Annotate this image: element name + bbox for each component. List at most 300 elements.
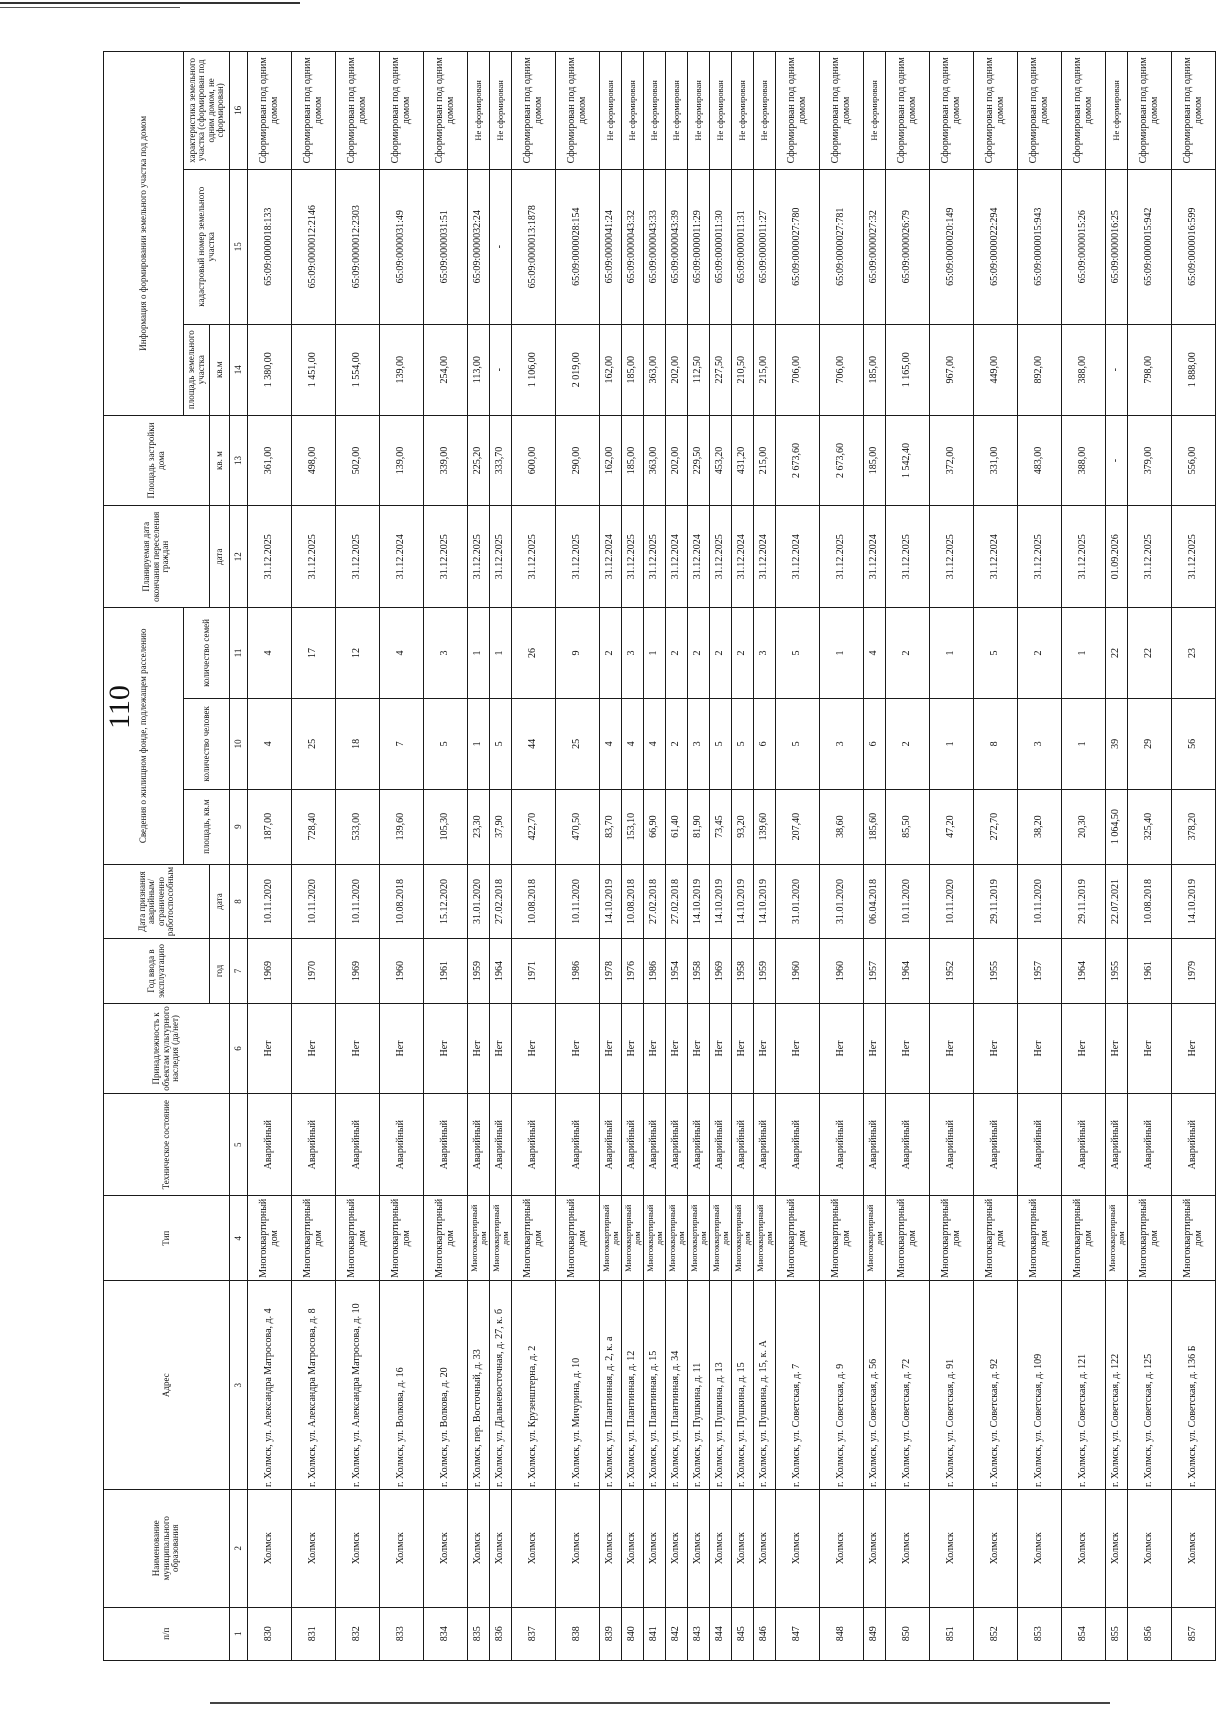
cell-area: 85,50 <box>886 789 930 864</box>
header-date: дата <box>210 864 230 939</box>
cell-tech-state: Аварийный <box>1172 1094 1216 1196</box>
cell-municipality: Холмск <box>710 1489 732 1607</box>
cell-type: Многоквартирный дом <box>248 1195 292 1281</box>
cell-plan-date: 31.12.2025 <box>1172 506 1216 608</box>
cell-year: 1976 <box>622 939 644 1003</box>
cell-emergency-date: 14.10.2019 <box>688 864 710 939</box>
cell-cultural: Нет <box>710 1003 732 1094</box>
cell-num: 830 <box>248 1607 292 1660</box>
cell-land-characteristic: Не сформирован <box>710 52 732 170</box>
cell-families: 26 <box>512 608 556 699</box>
cell-num: 857 <box>1172 1607 1216 1660</box>
header-type: Тип <box>104 1195 230 1281</box>
cell-built-area: 2 673,60 <box>820 415 864 506</box>
cell-address: г. Холмск, ул. Крузенштерна, д. 2 <box>512 1281 556 1489</box>
header-address: Адрес <box>104 1281 230 1489</box>
cell-emergency-date: 31.01.2020 <box>776 864 820 939</box>
cell-address: г. Холмск, ул. Советская, д. 109 <box>1018 1281 1062 1489</box>
cell-plan-date: 31.12.2025 <box>1018 506 1062 608</box>
cell-families: 2 <box>886 608 930 699</box>
cell-built-area: 290,00 <box>556 415 600 506</box>
cell-address: г. Холмск, ул. Пушкина, д. 11 <box>688 1281 710 1489</box>
cell-num: 852 <box>974 1607 1018 1660</box>
cell-address: г. Холмск, ул. Советская, д. 72 <box>886 1281 930 1489</box>
table-row <box>468 52 490 1661</box>
cell-address: г. Холмск, ул. Плантинная, д. 12 <box>622 1281 644 1489</box>
cell-area: 66,90 <box>644 789 666 864</box>
cell-tech-state: Аварийный <box>468 1094 490 1196</box>
cell-year: 1957 <box>1018 939 1062 1003</box>
cell-emergency-date: 27.02.2018 <box>666 864 688 939</box>
cell-families: 22 <box>1128 608 1172 699</box>
cell-municipality: Холмск <box>1106 1489 1128 1607</box>
cell-emergency-date: 14.10.2019 <box>710 864 732 939</box>
cell-year: 1986 <box>644 939 666 1003</box>
cell-built-area: 388,00 <box>1062 415 1106 506</box>
cell-land-characteristic: Не сформирован <box>644 52 666 170</box>
cell-area: 37,90 <box>490 789 512 864</box>
cell-cadastral: 65:09:0000015:26 <box>1062 169 1106 324</box>
cell-year: 1986 <box>556 939 600 1003</box>
cell-type: Многоквартирный дом <box>424 1195 468 1281</box>
cell-type: Многоквартирный дом <box>490 1195 512 1281</box>
cell-built-area: 333,70 <box>490 415 512 506</box>
cell-land-area: 1 106,00 <box>512 324 556 415</box>
cell-land-area: - <box>1106 324 1128 415</box>
cell-cultural: Нет <box>864 1003 886 1094</box>
cell-cadastral: 65:09:0000020:149 <box>930 169 974 324</box>
cell-families: 2 <box>666 608 688 699</box>
table-row <box>1128 52 1172 1661</box>
cell-plan-date: 31.12.2024 <box>666 506 688 608</box>
cell-year: 1955 <box>974 939 1018 1003</box>
cell-emergency-date: 10.08.2018 <box>380 864 424 939</box>
header-year-group: Год ввода в эксплуатацию <box>104 939 210 1003</box>
cell-plan-date: 31.12.2025 <box>710 506 732 608</box>
cell-cultural: Нет <box>1172 1003 1216 1094</box>
cell-year: 1960 <box>776 939 820 1003</box>
cell-plan-date: 31.12.2025 <box>556 506 600 608</box>
cell-plan-date: 31.12.2024 <box>688 506 710 608</box>
cell-year: 1964 <box>1062 939 1106 1003</box>
cell-cadastral: 65:09:0000011:30 <box>710 169 732 324</box>
cell-cadastral: 65:09:0000027:781 <box>820 169 864 324</box>
cell-plan-date: 01.09.2026 <box>1106 506 1128 608</box>
cell-type: Многоквартирный дом <box>732 1195 754 1281</box>
cell-cadastral: 65:09:0000043:32 <box>622 169 644 324</box>
cell-people: 2 <box>666 698 688 789</box>
cell-cultural: Нет <box>820 1003 864 1094</box>
cell-built-area: 363,00 <box>644 415 666 506</box>
cell-built-area: 162,00 <box>600 415 622 506</box>
cell-type: Многоквартирный дом <box>820 1195 864 1281</box>
cell-land-characteristic: Сформирован под одним домом <box>1128 52 1172 170</box>
cell-plan-date: 31.12.2025 <box>886 506 930 608</box>
cell-municipality: Холмск <box>600 1489 622 1607</box>
cell-address: г. Холмск, ул. Плантинная, д. 34 <box>666 1281 688 1489</box>
cell-people: 1 <box>1062 698 1106 789</box>
table-row <box>886 52 930 1661</box>
cell-num: 850 <box>886 1607 930 1660</box>
cell-land-characteristic: Не сформирован <box>754 52 776 170</box>
cell-cultural: Нет <box>732 1003 754 1094</box>
cell-families: 2 <box>688 608 710 699</box>
cell-type: Многоквартирный дом <box>754 1195 776 1281</box>
cell-num: 846 <box>754 1607 776 1660</box>
cell-families: 1 <box>644 608 666 699</box>
cell-area: 207,40 <box>776 789 820 864</box>
cell-land-area: 388,00 <box>1062 324 1106 415</box>
header-housing-group: Сведения о жилищном фонде, подлежащем расселению <box>104 608 184 865</box>
cell-cadastral: 65:09:0000026:79 <box>886 169 930 324</box>
cell-num: 834 <box>424 1607 468 1660</box>
cell-tech-state: Аварийный <box>688 1094 710 1196</box>
cell-cultural: Нет <box>468 1003 490 1094</box>
cell-cadastral: 65:09:0000012:2303 <box>336 169 380 324</box>
cell-land-area: 1 888,00 <box>1172 324 1216 415</box>
cell-land-characteristic: Сформирован под одним домом <box>380 52 424 170</box>
cell-emergency-date: 10.08.2018 <box>512 864 556 939</box>
cell-plan-date: 31.12.2025 <box>644 506 666 608</box>
cell-built-area: 2 673,60 <box>776 415 820 506</box>
cell-emergency-date: 14.10.2019 <box>732 864 754 939</box>
header-cadastral: кадастровый номер земельного участка <box>184 169 230 324</box>
cell-emergency-date: 31.01.2020 <box>820 864 864 939</box>
cell-num: 837 <box>512 1607 556 1660</box>
cell-address: г. Холмск, ул. Александра Матросова, д. 4 <box>248 1281 292 1489</box>
cell-num: 856 <box>1128 1607 1172 1660</box>
cell-cadastral: 65:09:0000015:943 <box>1018 169 1062 324</box>
page-number: 110 <box>103 685 136 729</box>
cell-emergency-date: 27.02.2018 <box>490 864 512 939</box>
cell-address: г. Холмск, ул. Пушкина, д. 13 <box>710 1281 732 1489</box>
column-number-cell: 7 <box>230 939 248 1003</box>
cell-plan-date: 31.12.2024 <box>754 506 776 608</box>
cell-type: Многоквартирный дом <box>886 1195 930 1281</box>
cell-built-area: 483,00 <box>1018 415 1062 506</box>
cell-tech-state: Аварийный <box>644 1094 666 1196</box>
cell-cultural: Нет <box>1062 1003 1106 1094</box>
cell-land-area: 139,00 <box>380 324 424 415</box>
cell-plan-date: 31.12.2025 <box>930 506 974 608</box>
cell-people: 18 <box>336 698 380 789</box>
cell-address: г. Холмск, ул. Советская, д. 56 <box>864 1281 886 1489</box>
cell-cultural: Нет <box>1106 1003 1128 1094</box>
cell-tech-state: Аварийный <box>710 1094 732 1196</box>
header-built-area-unit: кв. м <box>210 415 230 506</box>
cell-address: г. Холмск, ул. Плантинная, д. 2, к. а <box>600 1281 622 1489</box>
cell-plan-date: 31.12.2025 <box>292 506 336 608</box>
table-row <box>1106 52 1128 1661</box>
cell-land-area: 210,50 <box>732 324 754 415</box>
cell-type: Многоквартирный дом <box>1062 1195 1106 1281</box>
cell-year: 1979 <box>1172 939 1216 1003</box>
cell-plan-date: 31.12.2024 <box>864 506 886 608</box>
cell-people: 1 <box>468 698 490 789</box>
header-emergency-date-group: Дата признания аварийным/ограниченно работоспособным <box>104 864 210 939</box>
cell-built-area: 498,00 <box>292 415 336 506</box>
cell-address: г. Холмск, ул. Советская, д. 9 <box>820 1281 864 1489</box>
cell-num: 847 <box>776 1607 820 1660</box>
cell-address: г. Холмск, ул. Советская, д. 7 <box>776 1281 820 1489</box>
cell-cadastral: 65:09:0000028:154 <box>556 169 600 324</box>
cell-families: 2 <box>710 608 732 699</box>
cell-people: 44 <box>512 698 556 789</box>
cell-plan-date: 31.12.2025 <box>468 506 490 608</box>
cell-built-area: 600,00 <box>512 415 556 506</box>
cell-address: г. Холмск, пер. Восточный, д. 33 <box>468 1281 490 1489</box>
header-municipality: Наименование муниципального образования <box>104 1489 230 1607</box>
cell-tech-state: Аварийный <box>886 1094 930 1196</box>
cell-municipality: Холмск <box>732 1489 754 1607</box>
header-num: п/п <box>104 1607 230 1660</box>
cell-area: 93,20 <box>732 789 754 864</box>
header-land-characteristic: характеристика земельного участка (сформирован под одним домом, не сформирован) <box>184 52 230 170</box>
table-body <box>248 52 1216 1661</box>
cell-people: 56 <box>1172 698 1216 789</box>
cell-area: 139,60 <box>380 789 424 864</box>
cell-address: г. Холмск, ул. Дальневосточная, д. 27, к. б <box>490 1281 512 1489</box>
cell-address: г. Холмск, ул. Советская, д. 92 <box>974 1281 1018 1489</box>
cell-cultural: Нет <box>1128 1003 1172 1094</box>
cell-type: Многоквартирный дом <box>688 1195 710 1281</box>
cell-address: г. Холмск, ул. Александра Матросова, д. 10 <box>336 1281 380 1489</box>
cell-land-characteristic: Не сформирован <box>1106 52 1128 170</box>
cell-type: Многоквартирный дом <box>1018 1195 1062 1281</box>
cell-land-area: 798,00 <box>1128 324 1172 415</box>
cell-area: 83,70 <box>600 789 622 864</box>
cell-area: 470,50 <box>556 789 600 864</box>
column-number-cell: 12 <box>230 506 248 608</box>
cell-families: 12 <box>336 608 380 699</box>
header-year: год <box>210 939 230 1003</box>
cell-area: 187,00 <box>248 789 292 864</box>
cell-municipality: Холмск <box>1128 1489 1172 1607</box>
table-row <box>644 52 666 1661</box>
cell-emergency-date: 10.11.2020 <box>886 864 930 939</box>
cell-built-area: 202,00 <box>666 415 688 506</box>
cell-num: 832 <box>336 1607 380 1660</box>
cell-land-characteristic: Сформирован под одним домом <box>820 52 864 170</box>
cell-families: 4 <box>864 608 886 699</box>
cell-address: г. Холмск, ул. Советская, д. 122 <box>1106 1281 1128 1489</box>
cell-families: 2 <box>1018 608 1062 699</box>
cell-num: 838 <box>556 1607 600 1660</box>
cell-land-area: 363,00 <box>644 324 666 415</box>
cell-num: 843 <box>688 1607 710 1660</box>
cell-land-area: 185,00 <box>622 324 644 415</box>
cell-area: 105,30 <box>424 789 468 864</box>
cell-type: Многоквартирный дом <box>974 1195 1018 1281</box>
column-number-cell: 8 <box>230 864 248 939</box>
cell-land-characteristic: Сформирован под одним домом <box>1172 52 1216 170</box>
cell-cadastral: 65:09:0000031:51 <box>424 169 468 324</box>
cell-emergency-date: 15.12.2020 <box>424 864 468 939</box>
cell-type: Многоквартирный дом <box>930 1195 974 1281</box>
table-row <box>556 52 600 1661</box>
cell-plan-date: 31.12.2025 <box>424 506 468 608</box>
cell-families: 4 <box>380 608 424 699</box>
cell-cultural: Нет <box>776 1003 820 1094</box>
header-families: количество семей <box>184 608 230 699</box>
table-row <box>732 52 754 1661</box>
cell-type: Многоквартирный дом <box>1172 1195 1216 1281</box>
cell-cultural: Нет <box>754 1003 776 1094</box>
cell-built-area: 556,00 <box>1172 415 1216 506</box>
cell-year: 1957 <box>864 939 886 1003</box>
cell-area: 20,30 <box>1062 789 1106 864</box>
cell-type: Многоквартирный дом <box>1128 1195 1172 1281</box>
cell-cultural: Нет <box>490 1003 512 1094</box>
cell-families: 4 <box>248 608 292 699</box>
cell-municipality: Холмск <box>512 1489 556 1607</box>
cell-num: 853 <box>1018 1607 1062 1660</box>
cell-families: 9 <box>556 608 600 699</box>
cell-plan-date: 31.12.2025 <box>622 506 644 608</box>
cell-municipality: Холмск <box>666 1489 688 1607</box>
header-cultural-heritage: Принадлежность к объектам культурного наследия (да/нет) <box>104 1003 230 1094</box>
cell-tech-state: Аварийный <box>1106 1094 1128 1196</box>
cell-land-characteristic: Сформирован под одним домом <box>556 52 600 170</box>
cell-num: 836 <box>490 1607 512 1660</box>
cell-emergency-date: 14.10.2019 <box>600 864 622 939</box>
cell-year: 1969 <box>248 939 292 1003</box>
cell-municipality: Холмск <box>556 1489 600 1607</box>
cell-people: 4 <box>248 698 292 789</box>
cell-built-area: 372,00 <box>930 415 974 506</box>
cell-year: 1978 <box>600 939 622 1003</box>
cell-emergency-date: 10.11.2020 <box>292 864 336 939</box>
cell-emergency-date: 31.01.2020 <box>468 864 490 939</box>
cell-plan-date: 31.12.2024 <box>732 506 754 608</box>
cell-built-area: 453,20 <box>710 415 732 506</box>
cell-address: г. Холмск, ул. Пушкина, д. 15 <box>732 1281 754 1489</box>
cell-year: 1959 <box>754 939 776 1003</box>
table-row <box>688 52 710 1661</box>
cell-address: г. Холмск, ул. Волкова, д. 20 <box>424 1281 468 1489</box>
cell-tech-state: Аварийный <box>424 1094 468 1196</box>
cell-land-area: 449,00 <box>974 324 1018 415</box>
cell-area: 728,40 <box>292 789 336 864</box>
table-row <box>424 52 468 1661</box>
cell-land-characteristic: Не сформирован <box>622 52 644 170</box>
cell-land-area: 967,00 <box>930 324 974 415</box>
cell-num: 848 <box>820 1607 864 1660</box>
cell-land-characteristic: Сформирован под одним домом <box>336 52 380 170</box>
header-plan-group: Планируемая дата окончания переселения граждан <box>104 506 210 608</box>
cell-num: 835 <box>468 1607 490 1660</box>
cell-cadastral: 65:09:0000013:1878 <box>512 169 556 324</box>
cell-people: 2 <box>886 698 930 789</box>
cell-people: 25 <box>556 698 600 789</box>
cell-land-area: 254,00 <box>424 324 468 415</box>
cell-municipality: Холмск <box>776 1489 820 1607</box>
cell-cadastral: 65:09:0000043:33 <box>644 169 666 324</box>
column-number-cell: 14 <box>230 324 248 415</box>
cell-families: 1 <box>1062 608 1106 699</box>
cell-area: 139,60 <box>754 789 776 864</box>
cell-num: 839 <box>600 1607 622 1660</box>
cell-plan-date: 31.12.2025 <box>248 506 292 608</box>
cell-municipality: Холмск <box>490 1489 512 1607</box>
cell-area: 81,90 <box>688 789 710 864</box>
cell-plan-date: 31.12.2024 <box>974 506 1018 608</box>
cell-land-characteristic: Не сформирован <box>864 52 886 170</box>
cell-emergency-date: 29.11.2019 <box>1062 864 1106 939</box>
table-row <box>710 52 732 1661</box>
header-built-area-group: Площадь застройки дома <box>104 415 210 506</box>
cell-area: 325,40 <box>1128 789 1172 864</box>
table-row <box>666 52 688 1661</box>
cell-cadastral: 65:09:0000011:29 <box>688 169 710 324</box>
cell-tech-state: Аварийный <box>864 1094 886 1196</box>
column-number-cell: 3 <box>230 1281 248 1489</box>
cell-families: 2 <box>600 608 622 699</box>
cell-type: Многоквартирный дом <box>468 1195 490 1281</box>
cell-families: 3 <box>754 608 776 699</box>
cell-people: 5 <box>776 698 820 789</box>
cell-cadastral: 65:09:0000016:25 <box>1106 169 1128 324</box>
table-row <box>490 52 512 1661</box>
cell-address: г. Холмск, ул. Александра Матросова, д. 8 <box>292 1281 336 1489</box>
cell-municipality: Холмск <box>424 1489 468 1607</box>
cell-year: 1961 <box>1128 939 1172 1003</box>
cell-emergency-date: 10.08.2018 <box>1128 864 1172 939</box>
cell-land-area: 1 380,00 <box>248 324 292 415</box>
cell-area: 61,40 <box>666 789 688 864</box>
cell-cadastral: 65:09:0000022:294 <box>974 169 1018 324</box>
cell-land-characteristic: Не сформирован <box>732 52 754 170</box>
cell-built-area: 225,20 <box>468 415 490 506</box>
cell-area: 73,45 <box>710 789 732 864</box>
cell-type: Многоквартирный дом <box>864 1195 886 1281</box>
cell-people: 1 <box>930 698 974 789</box>
cell-built-area: 229,50 <box>688 415 710 506</box>
cell-type: Многоквартирный дом <box>710 1195 732 1281</box>
cell-municipality: Холмск <box>688 1489 710 1607</box>
cell-cultural: Нет <box>600 1003 622 1094</box>
cell-cultural: Нет <box>512 1003 556 1094</box>
table-row <box>292 52 336 1661</box>
cell-people: 4 <box>644 698 666 789</box>
cell-cadastral: 65:09:0000032:24 <box>468 169 490 324</box>
cell-land-area: 112,50 <box>688 324 710 415</box>
cell-land-characteristic: Не сформирован <box>666 52 688 170</box>
cell-type: Многоквартирный дом <box>512 1195 556 1281</box>
cell-families: 22 <box>1106 608 1128 699</box>
cell-tech-state: Аварийный <box>512 1094 556 1196</box>
cell-year: 1961 <box>424 939 468 1003</box>
cell-cultural: Нет <box>1018 1003 1062 1094</box>
cell-land-characteristic: Сформирован под одним домом <box>1018 52 1062 170</box>
cell-municipality: Холмск <box>1172 1489 1216 1607</box>
cell-type: Многоквартирный дом <box>336 1195 380 1281</box>
table-row <box>776 52 820 1661</box>
cell-land-area: 215,00 <box>754 324 776 415</box>
cell-land-area: 185,00 <box>864 324 886 415</box>
cell-emergency-date: 10.08.2018 <box>622 864 644 939</box>
cell-type: Многоквартирный дом <box>666 1195 688 1281</box>
header-land-area-unit: кв.м <box>210 324 230 415</box>
cell-tech-state: Аварийный <box>248 1094 292 1196</box>
cell-plan-date: 31.12.2025 <box>336 506 380 608</box>
cell-families: 3 <box>424 608 468 699</box>
cell-people: 3 <box>688 698 710 789</box>
cell-tech-state: Аварийный <box>600 1094 622 1196</box>
cell-year: 1969 <box>710 939 732 1003</box>
cell-land-area: 706,00 <box>820 324 864 415</box>
column-number-cell: 15 <box>230 169 248 324</box>
